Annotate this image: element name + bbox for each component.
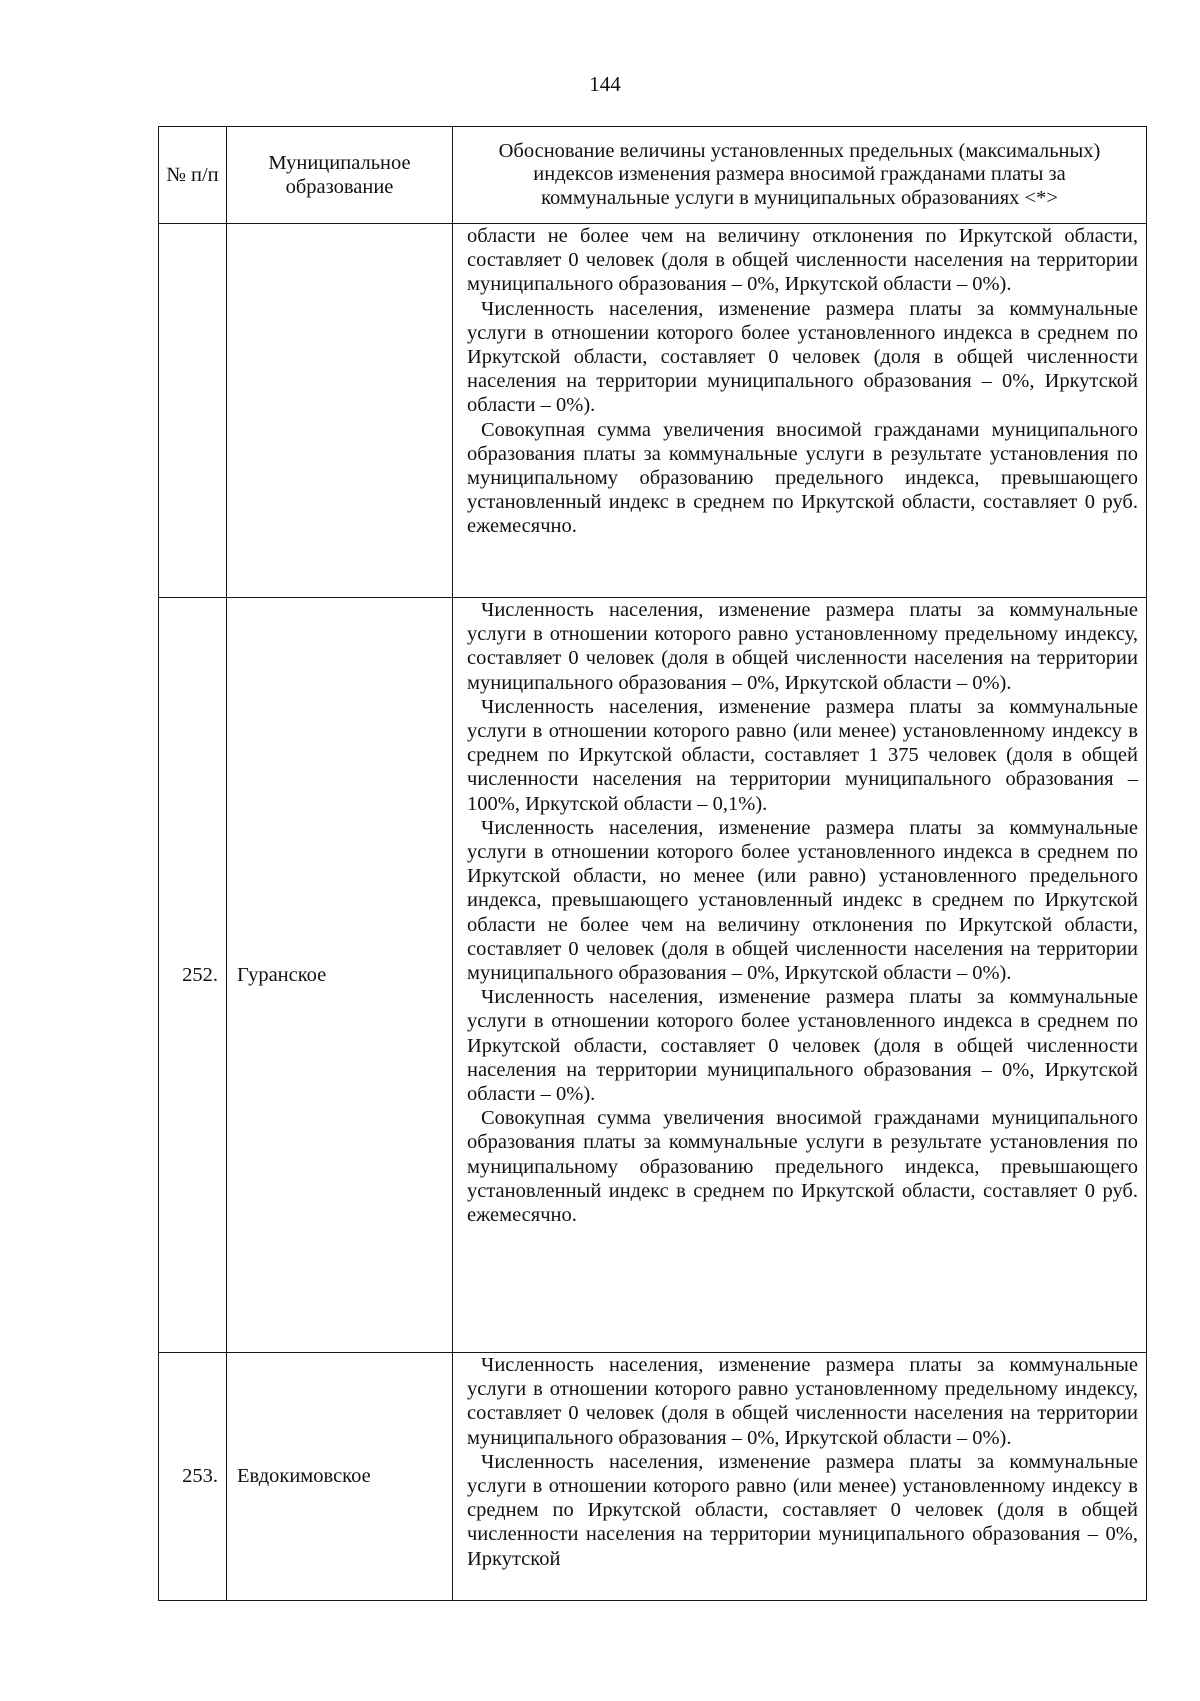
row-number — [159, 224, 227, 598]
table-row — [159, 224, 1147, 598]
row-municipality — [227, 224, 453, 598]
paragraph: Совокупная сумма увеличения вносимой гражданами муниципального образования платы за коммунальные услуги в результате установления по муниципальному образованию предельного индекса, превышающего установленный индекс в среднем по Иркутской области, составляет 0 руб. ежемесячно. — [467, 1107, 1138, 1227]
paragraph: Численность населения, изменение размера платы за коммунальные услуги в отношении которого равно установленному предельному индексу, составляет 0 человек (доля в общей численности населения на территории муниципального образования – 0%, Иркутской области – 0%). — [467, 599, 1138, 694]
row-number: 252. — [159, 598, 227, 1353]
header-justification: Обоснование величины установленных предельных (максимальных) индексов изменения размера вносимой гражданами платы за коммунальные услуги в муниципальных образованиях <*> — [453, 127, 1147, 224]
paragraph: Численность населения, изменение размера платы за коммунальные услуги в отношении которого равно установленному предельному индексу, составляет 0 человек (доля в общей численности населения на территории муниципального образования – 0%, Иркутской области – 0%). — [467, 1354, 1138, 1449]
row-justification — [453, 224, 1147, 598]
paragraph: Численность населения, изменение размера платы за коммунальные услуги в отношении которого равно (или менее) установленному индексу в среднем по Иркутской области, составляет 0 человек (доля в общей численности населения на территории муниципального образования – 0%, Иркутской — [467, 1450, 1138, 1570]
row-justification — [453, 1353, 1147, 1601]
row-municipality: Евдокимовское — [227, 1353, 453, 1601]
page-number: 144 — [589, 72, 621, 96]
paragraph: Численность населения, изменение размера платы за коммунальные услуги в отношении которого равно (или менее) установленному индексу в среднем по Иркутской области, составляет 1 375 человек (доля в общей численности населения на территории муниципального образования – 100%, Иркутской области – 0,1%). — [467, 695, 1138, 815]
header-municipality: Муниципальное образование — [227, 127, 453, 224]
table-row — [159, 598, 1147, 1353]
paragraph: Численность населения, изменение размера платы за коммунальные услуги в отношении которого более установленного индекса в среднем по Иркутской области, составляет 0 человек (доля в общей численности населения на территории муниципального образования – 0%, Иркутской области – 0%). — [467, 297, 1138, 417]
row-number: 253. — [159, 1353, 227, 1601]
header-number: № п/п — [159, 127, 227, 224]
tariff-index-table — [158, 126, 1147, 1601]
table-row — [159, 1353, 1147, 1601]
row-justification — [453, 598, 1147, 1353]
paragraph: Численность населения, изменение размера платы за коммунальные услуги в отношении которого более установленного индекса в среднем по Иркутской области, составляет 0 человек (доля в общей численности населения на территории муниципального образования – 0%, Иркутской области – 0%). — [467, 986, 1138, 1106]
row-justification-clip — [467, 1353, 1138, 1600]
table-header — [159, 127, 1147, 224]
row-municipality: Гуранское — [227, 598, 453, 1353]
paragraph: области не более чем на величину отклонения по Иркутской области, составляет 0 человек (доля в общей численности населения на территории муниципального образования – 0%, Иркутской области – 0%). — [467, 225, 1138, 296]
paragraph: Совокупная сумма увеличения вносимой гражданами муниципального образования платы за коммунальные услуги в результате установления по муниципальному образованию предельного индекса, превышающего установленный индекс в среднем по Иркутской области, составляет 0 руб. ежемесячно. — [467, 418, 1138, 538]
paragraph: Численность населения, изменение размера платы за коммунальные услуги в отношении которого более установленного индекса в среднем по Иркутской области, но менее (или равно) установленного предельного индекса, превышающего установленный индекс в среднем по Иркутской области не более чем на величину отклонения по Иркутской области, составляет 0 человек (доля в общей численности населения на территории муниципального образования – 0%, Иркутской области – 0%). — [467, 816, 1138, 985]
